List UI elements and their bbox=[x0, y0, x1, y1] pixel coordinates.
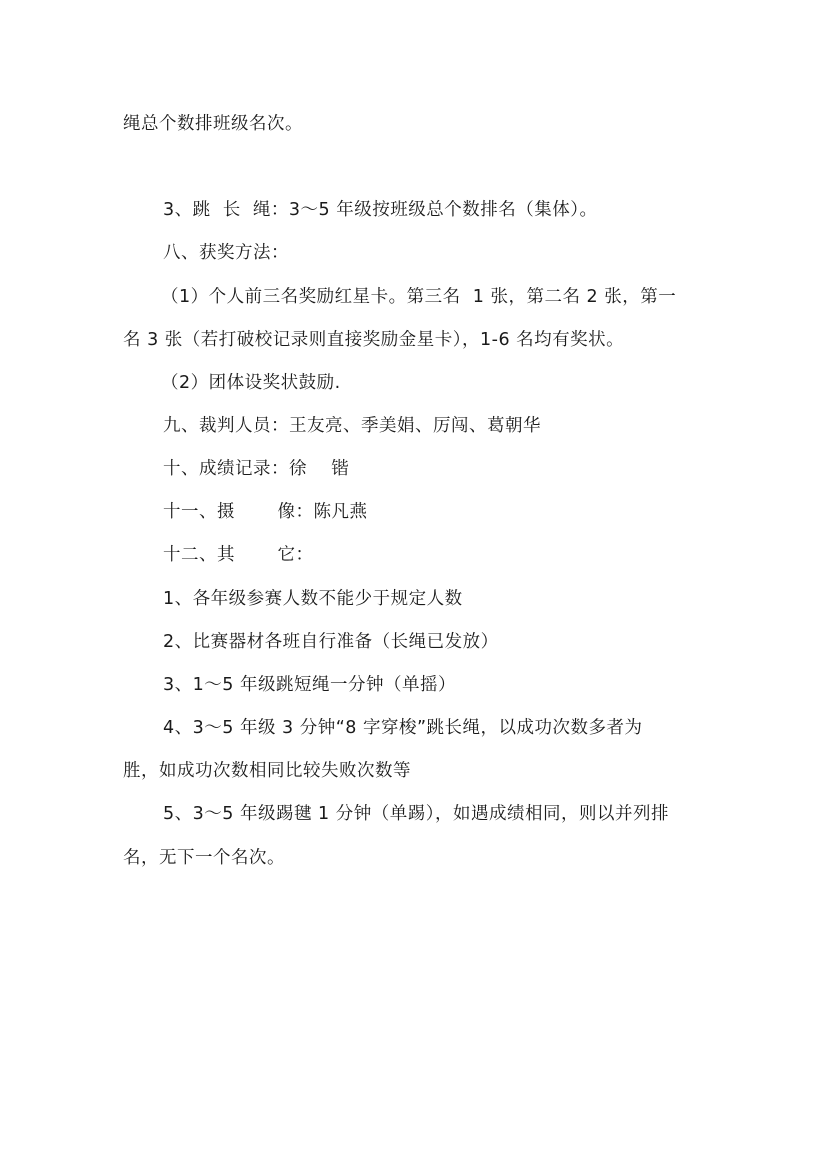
long-rope-rule: 3、跳 长 绳：3～5 年级按班级总个数排名（集体）。 bbox=[163, 200, 598, 220]
other-item-4-line-2: 胜，如成功次数相同比较失败次数等 bbox=[123, 761, 411, 781]
section-heading-other: 十二、其 它： bbox=[163, 545, 314, 565]
other-item-4-line-1: 4、3～5 年级 3 分钟“8 字穿梭”跳长绳，以成功次数多者为 bbox=[163, 718, 643, 738]
other-item-1: 1、各年级参赛人数不能少于规定人数 bbox=[163, 589, 463, 609]
paragraph-continuation: 绳总个数排班级名次。 bbox=[123, 114, 303, 134]
other-item-2: 2、比赛器材各班自行准备（长绳已发放） bbox=[163, 632, 499, 652]
section-heading-records: 十、成绩记录：徐 锴 bbox=[163, 459, 350, 479]
award-individual-line-1: （1）个人前三名奖励红星卡。第三名 1 张，第二名 2 张，第一 bbox=[161, 287, 677, 307]
award-team-line: （2）团体设奖状鼓励. bbox=[161, 373, 341, 393]
section-heading-photography: 十一、摄 像：陈凡燕 bbox=[163, 502, 368, 522]
other-item-3: 3、1～5 年级跳短绳一分钟（单摇） bbox=[163, 675, 456, 695]
section-heading-awards: 八、获奖方法： bbox=[163, 243, 289, 263]
other-item-5-line-2: 名，无下一个名次。 bbox=[123, 848, 285, 868]
section-heading-judges: 九、裁判人员：王友亮、季美娟、厉闯、葛朝华 bbox=[163, 416, 541, 436]
other-item-5-line-1: 5、3～5 年级踢毽 1 分钟（单踢），如遇成绩相同，则以并列排 bbox=[163, 804, 669, 824]
award-individual-line-2: 名 3 张（若打破校记录则直接奖励金星卡），1-6 名均有奖状。 bbox=[123, 330, 625, 350]
